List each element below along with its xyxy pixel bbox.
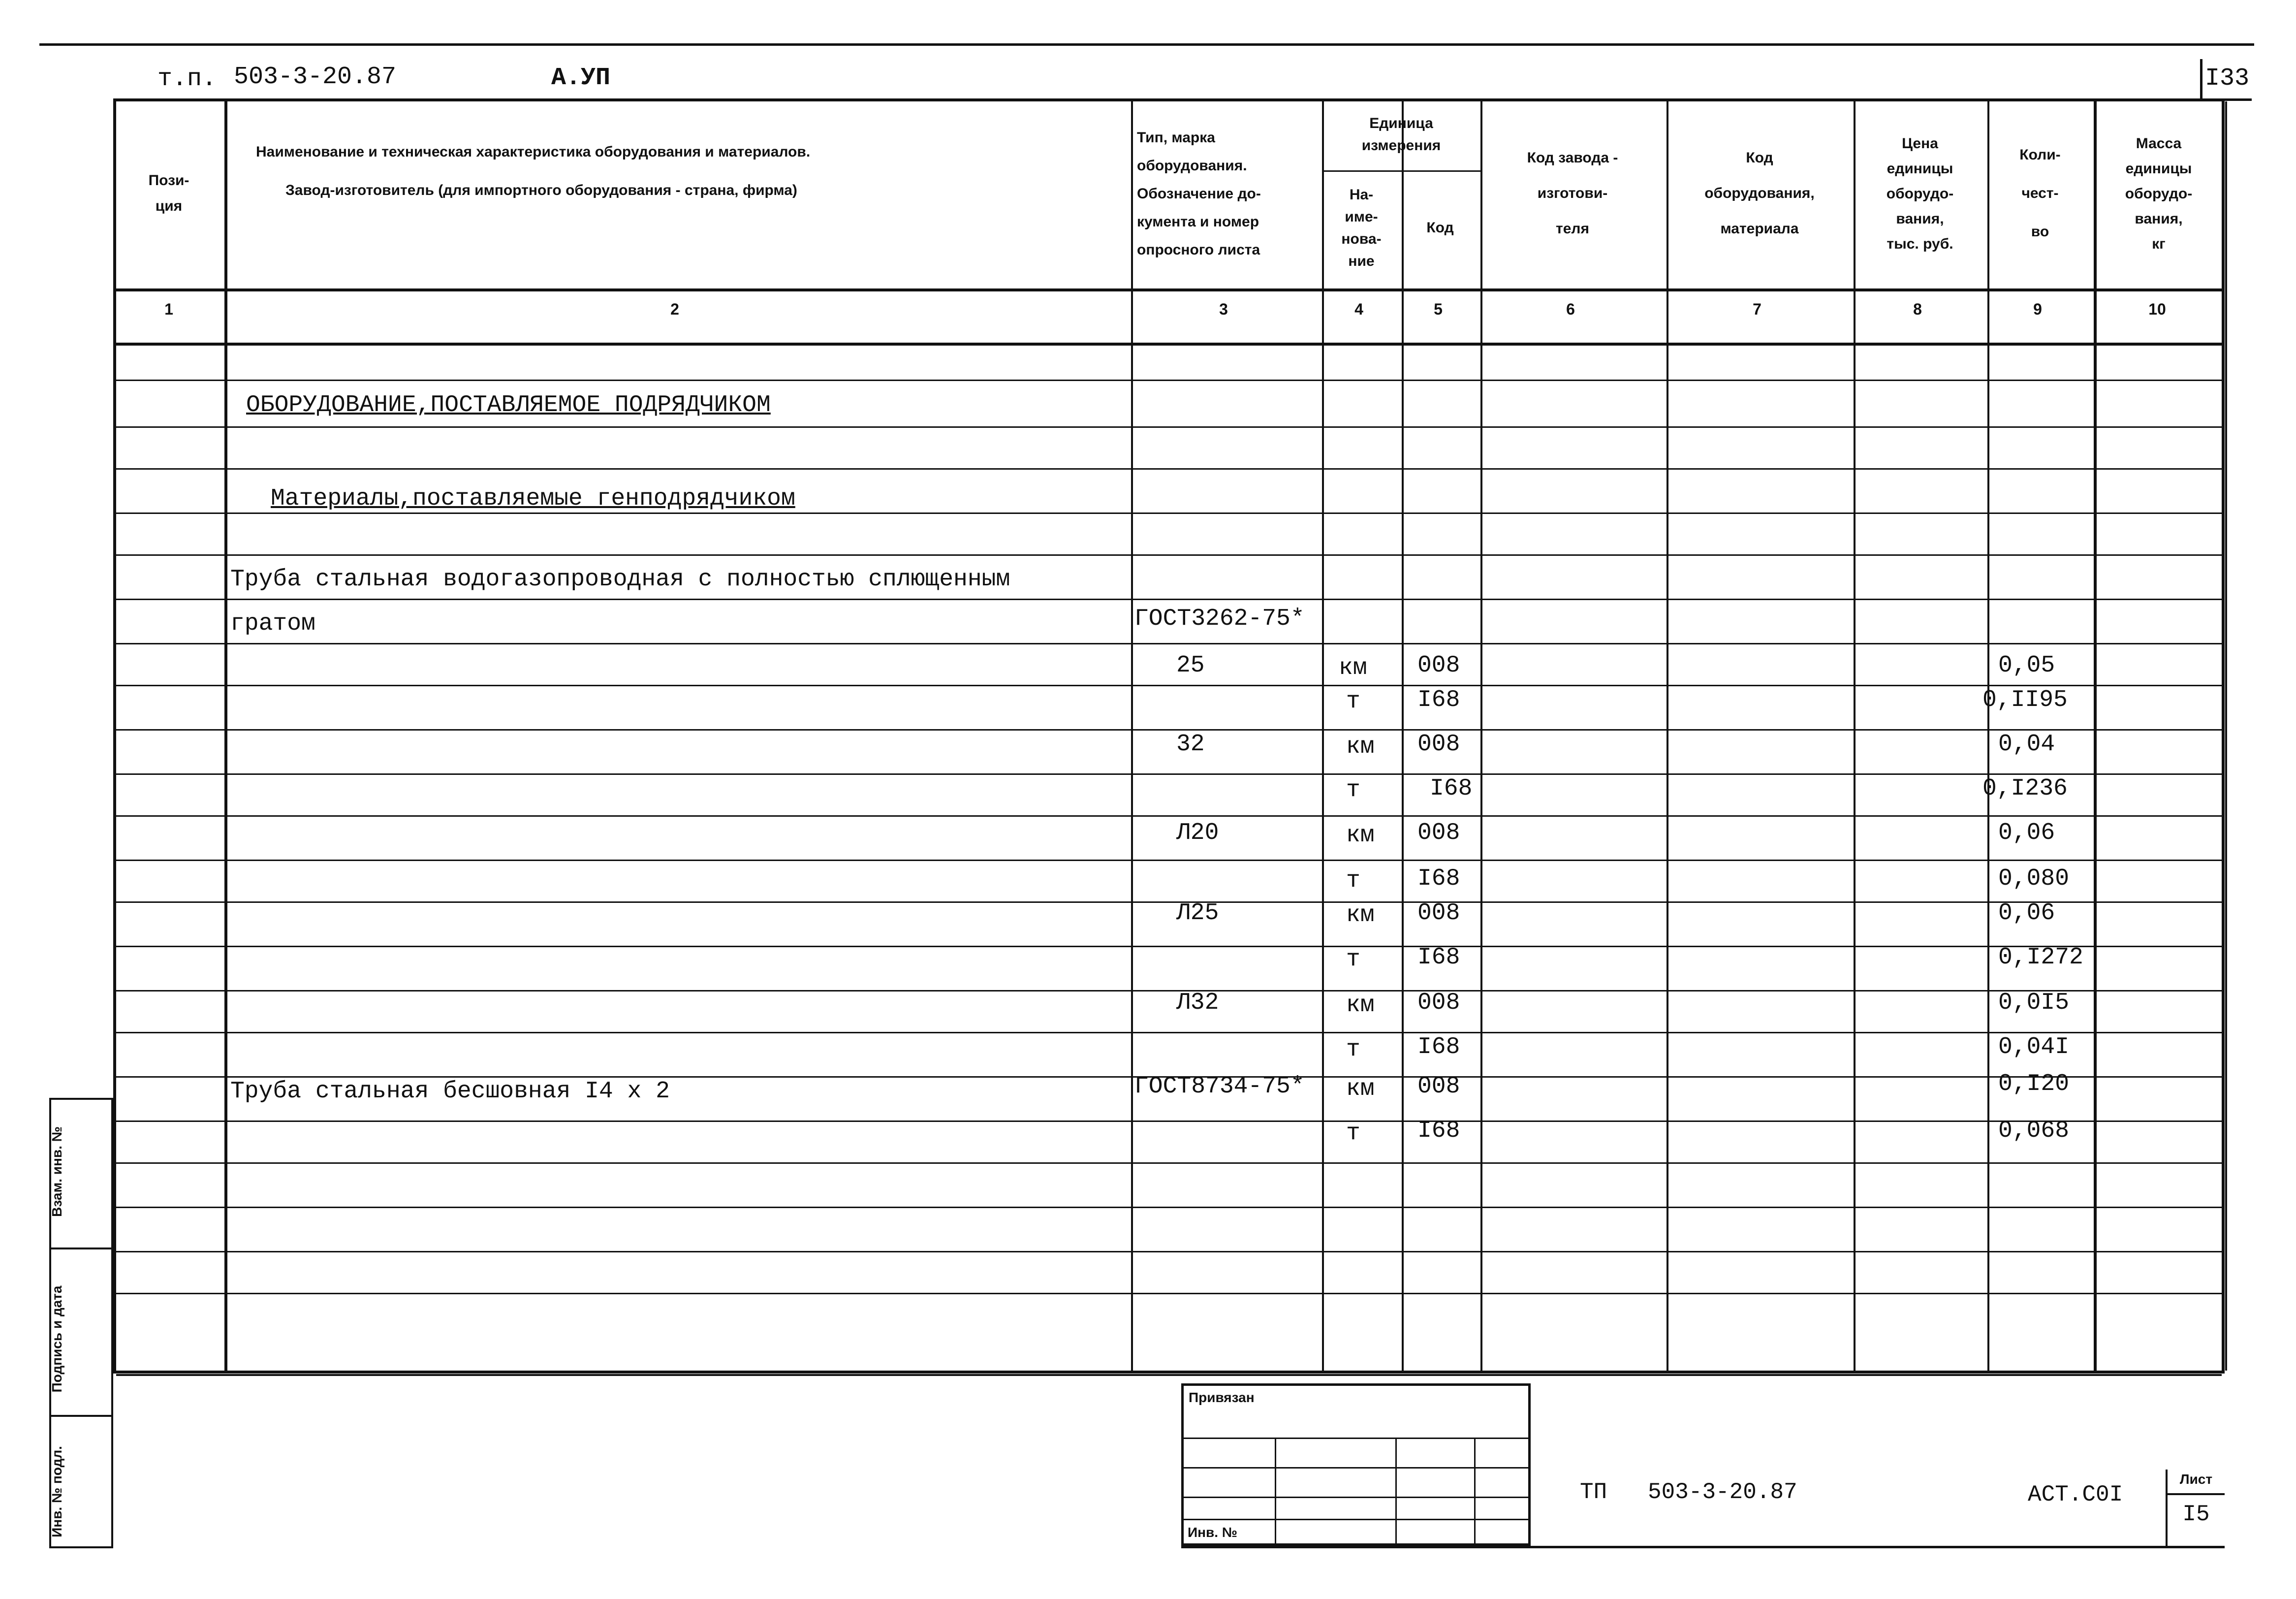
col-number: 9 xyxy=(2033,300,2042,318)
col-header-quantity: Коли- чест- во xyxy=(2019,147,2061,240)
col-header-name-line2: Завод-изготовитель (для импортного оборудования - страна, фирма) xyxy=(285,182,797,198)
side-label-signature-date: Подпись и дата xyxy=(49,1285,64,1393)
side-label-inv-replacement: Взам. инв. № xyxy=(49,1126,64,1217)
item2-document: ГОСТ8734-75* xyxy=(1134,1073,1305,1100)
col-number: 6 xyxy=(1566,300,1575,318)
col-header-unit-name: На- име- нова- ние xyxy=(1341,187,1382,269)
col-header-unit-code: Код xyxy=(1426,219,1454,236)
col-header-unit-price: Цена единицы оборудо- вания, тыс. руб. xyxy=(1886,135,1954,252)
entry-quantity: 0,080 xyxy=(1998,865,2070,892)
entry-unit: км xyxy=(1346,1076,1375,1102)
attachment-label: Привязан xyxy=(1189,1390,1255,1405)
subsection-title: Материалы,поставляемые генподрядчиком xyxy=(271,485,795,512)
entry-quantity: 0,0I5 xyxy=(1998,990,2070,1016)
entry-quantity: 0,06 xyxy=(1998,900,2055,927)
project-prefix: т.п. xyxy=(157,65,217,93)
col-number: 8 xyxy=(1913,300,1922,318)
col-number: 3 xyxy=(1219,300,1228,318)
col-header-type: Тип, марка оборудования. Обозначение до- кумента и номер опросного листа xyxy=(1137,129,1261,258)
attachment-stamp xyxy=(1181,1383,1531,1546)
side-label-inv-original: Инв. № подл. xyxy=(49,1446,64,1537)
col-header-unit-mass: Масса единицы оборудо- вания, кг xyxy=(2125,135,2193,252)
sheet-number: I5 xyxy=(2182,1502,2210,1527)
entry-code: 008 xyxy=(1417,990,1460,1016)
item1-name-line2: гратом xyxy=(230,610,315,637)
inventory-number-label: Инв. № xyxy=(1188,1525,1238,1540)
page-number: I33 xyxy=(2200,59,2252,101)
entry-unit: т xyxy=(1346,777,1360,803)
col-number: 4 xyxy=(1354,300,1363,318)
entry-code: I68 xyxy=(1417,865,1460,892)
entry-unit: т xyxy=(1346,1036,1360,1063)
col-header-name-line1: Наименование и техническая характеристика оборудования и материалов. xyxy=(256,144,811,160)
sheet-top-rule xyxy=(39,43,2254,46)
entry-code: I68 xyxy=(1417,687,1460,713)
item1-document: ГОСТ3262-75* xyxy=(1134,606,1305,632)
col-header-unit-group: Единица измерения xyxy=(1361,115,1441,154)
col-header-name xyxy=(256,133,1093,241)
col-number: 10 xyxy=(2148,300,2166,318)
entry-code: 008 xyxy=(1417,820,1460,846)
entry-quantity: 0,068 xyxy=(1998,1118,2070,1144)
entry-unit: т xyxy=(1346,867,1360,894)
entry-code: I68 xyxy=(1430,775,1473,802)
col-number: 5 xyxy=(1434,300,1443,318)
col-header-factory-code: Код завода - изготови- теля xyxy=(1527,150,1618,237)
entry-quantity: 0,05 xyxy=(1998,652,2055,679)
entry-code: I68 xyxy=(1417,1034,1460,1060)
entry-code: I68 xyxy=(1417,1118,1460,1144)
document-code: ТП 503-3-20.87 xyxy=(1580,1479,1797,1505)
entry-unit: км xyxy=(1346,992,1375,1019)
project-code: 503-3-20.87 xyxy=(234,63,397,91)
entry-quantity: 0,II95 xyxy=(1982,687,2068,713)
col-header-equipment-code: Код оборудования, материала xyxy=(1704,150,1815,237)
entry-code: 008 xyxy=(1417,731,1460,758)
entry-quantity: 0,I20 xyxy=(1998,1071,2070,1097)
entry-unit: км xyxy=(1346,734,1375,760)
album-code: А.УП xyxy=(551,64,611,92)
entry-unit: км xyxy=(1346,822,1375,849)
entry-type: Л25 xyxy=(1176,900,1219,927)
entry-quantity: 0,I236 xyxy=(1982,775,2068,802)
sheet-code: АСТ.С0I xyxy=(2028,1482,2123,1507)
entry-quantity: 0,I272 xyxy=(1998,944,2083,971)
col-number: 7 xyxy=(1753,300,1761,318)
entry-type: 25 xyxy=(1176,652,1205,679)
sheet-number-box xyxy=(2166,1470,2225,1548)
col-header-position: Пози- ция xyxy=(148,172,189,214)
entry-quantity: 0,06 xyxy=(1998,820,2055,846)
entry-type: Л20 xyxy=(1176,820,1219,846)
section-title: ОБОРУДОВАНИЕ,ПОСТАВЛЯЕМОЕ ПОДРЯДЧИКОМ xyxy=(246,392,771,418)
entry-quantity: 0,04 xyxy=(1998,731,2055,758)
entry-unit: т xyxy=(1346,1120,1360,1147)
item2-name: Труба стальная бесшовная I4 x 2 xyxy=(230,1078,670,1105)
entry-code: I68 xyxy=(1417,944,1460,971)
entry-unit: т xyxy=(1346,688,1360,715)
sheet-label: Лист xyxy=(2179,1471,2213,1487)
entry-code: 008 xyxy=(1417,900,1460,927)
entry-type: 32 xyxy=(1176,731,1205,758)
entry-unit: км xyxy=(1339,655,1367,681)
entry-quantity: 0,04I xyxy=(1998,1034,2070,1060)
entry-unit: т xyxy=(1346,946,1360,973)
col-number: 1 xyxy=(164,300,173,318)
item1-name-line1: Труба стальная водогазопроводная с полностью сплющенным xyxy=(230,566,1010,593)
entry-unit: км xyxy=(1346,902,1375,928)
entry-code: 008 xyxy=(1417,1073,1460,1100)
title-block-bottom-rule xyxy=(1181,1546,2225,1548)
entry-type: Л32 xyxy=(1176,990,1219,1016)
spec-table xyxy=(113,98,2225,1374)
col-number: 2 xyxy=(670,300,679,318)
entry-code: 008 xyxy=(1417,652,1460,679)
